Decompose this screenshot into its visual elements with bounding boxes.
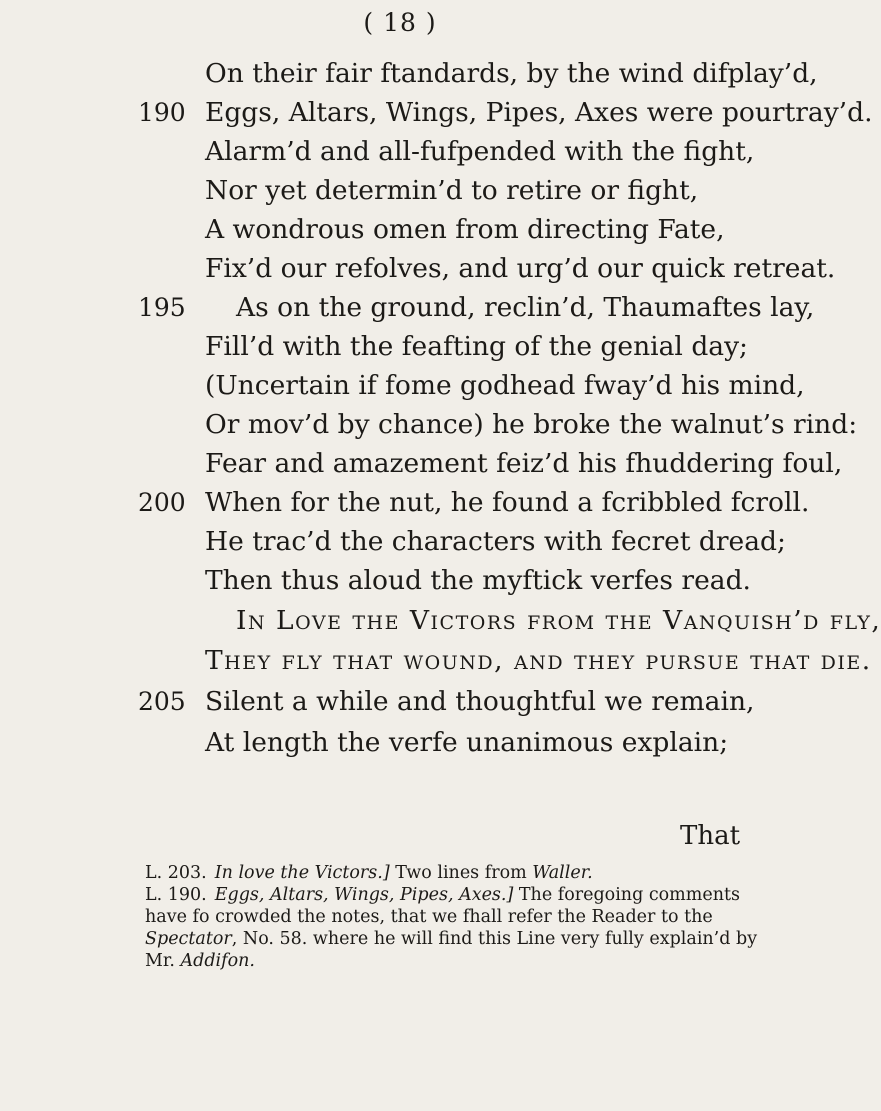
verse-line: Fix’d our refolves, and urg’d our quick retreat. (205, 253, 836, 284)
verse-line: In Love the Victors from the Vanquish’d fly, (236, 605, 881, 636)
footnote-text: The foregoing comments have fo crowded the notes, that we fhall refer the Reader to the (145, 885, 741, 927)
verse-line: Eggs, Altars, Wings, Pipes, Axes were pourtray’d. (205, 97, 873, 128)
footnote-203 (145, 862, 765, 884)
verse-line: Fear and amazement feiz’d his fhuddering foul, (205, 448, 843, 479)
verse-line: A wondrous omen from directing Fate, (205, 214, 725, 245)
verse-line: On their fair ftandards, by the wind difplay’d, (205, 58, 818, 89)
verse-line: Or mov’d by chance) he broke the walnut’s rind: (205, 409, 858, 440)
verse-line: Then thus aloud the myftick verfes read. (205, 565, 751, 596)
footnote-text: Two lines from (389, 863, 533, 883)
verse-line: As on the ground, reclin’d, Thaumaftes lay, (236, 292, 815, 323)
verse-line: Fill’d with the feafting of the genial day; (205, 331, 748, 362)
verse-line: They fly that wound, and they pursue that die. (205, 645, 872, 676)
footnote-ref: L. 203. (145, 863, 207, 883)
verse-line: When for the nut, he found a fcribbled fcroll. (205, 487, 810, 518)
verse-line: Silent a while and thoughtful we remain, (205, 686, 755, 717)
footnotes (145, 862, 765, 972)
verse-line: He trac’d the characters with fecret dread; (205, 526, 786, 557)
verse-line: (Uncertain if fome godhead fway’d his mind, (205, 370, 805, 401)
footnote-ref: L. 190. (145, 885, 207, 905)
line-number: 205 (138, 687, 186, 716)
footnote-190 (145, 884, 765, 972)
line-number: 195 (138, 293, 186, 322)
verse-line: Nor yet determin’d to retire or fight, (205, 175, 699, 206)
verse-line: Alarm’d and all-fufpended with the fight, (205, 136, 755, 167)
line-number: 190 (138, 98, 186, 127)
footnote-lemma: In love the Victors.] (214, 863, 390, 883)
footnote-source-author: Addifon. (180, 951, 255, 971)
footnote-text-continued: , No. 58. where he will find this Line very fully explain’d by Mr. (145, 929, 758, 971)
footnote-source: Waller. (532, 863, 593, 883)
page-number: ( 18 ) (363, 8, 437, 37)
line-number: 200 (138, 488, 186, 517)
footnote-source: Spectator (145, 929, 232, 949)
verse-line: At length the verfe unanimous explain; (205, 727, 729, 758)
catchword: That (680, 821, 741, 851)
footnote-lemma: Eggs, Altars, Wings, Pipes, Axes.] (214, 885, 514, 905)
